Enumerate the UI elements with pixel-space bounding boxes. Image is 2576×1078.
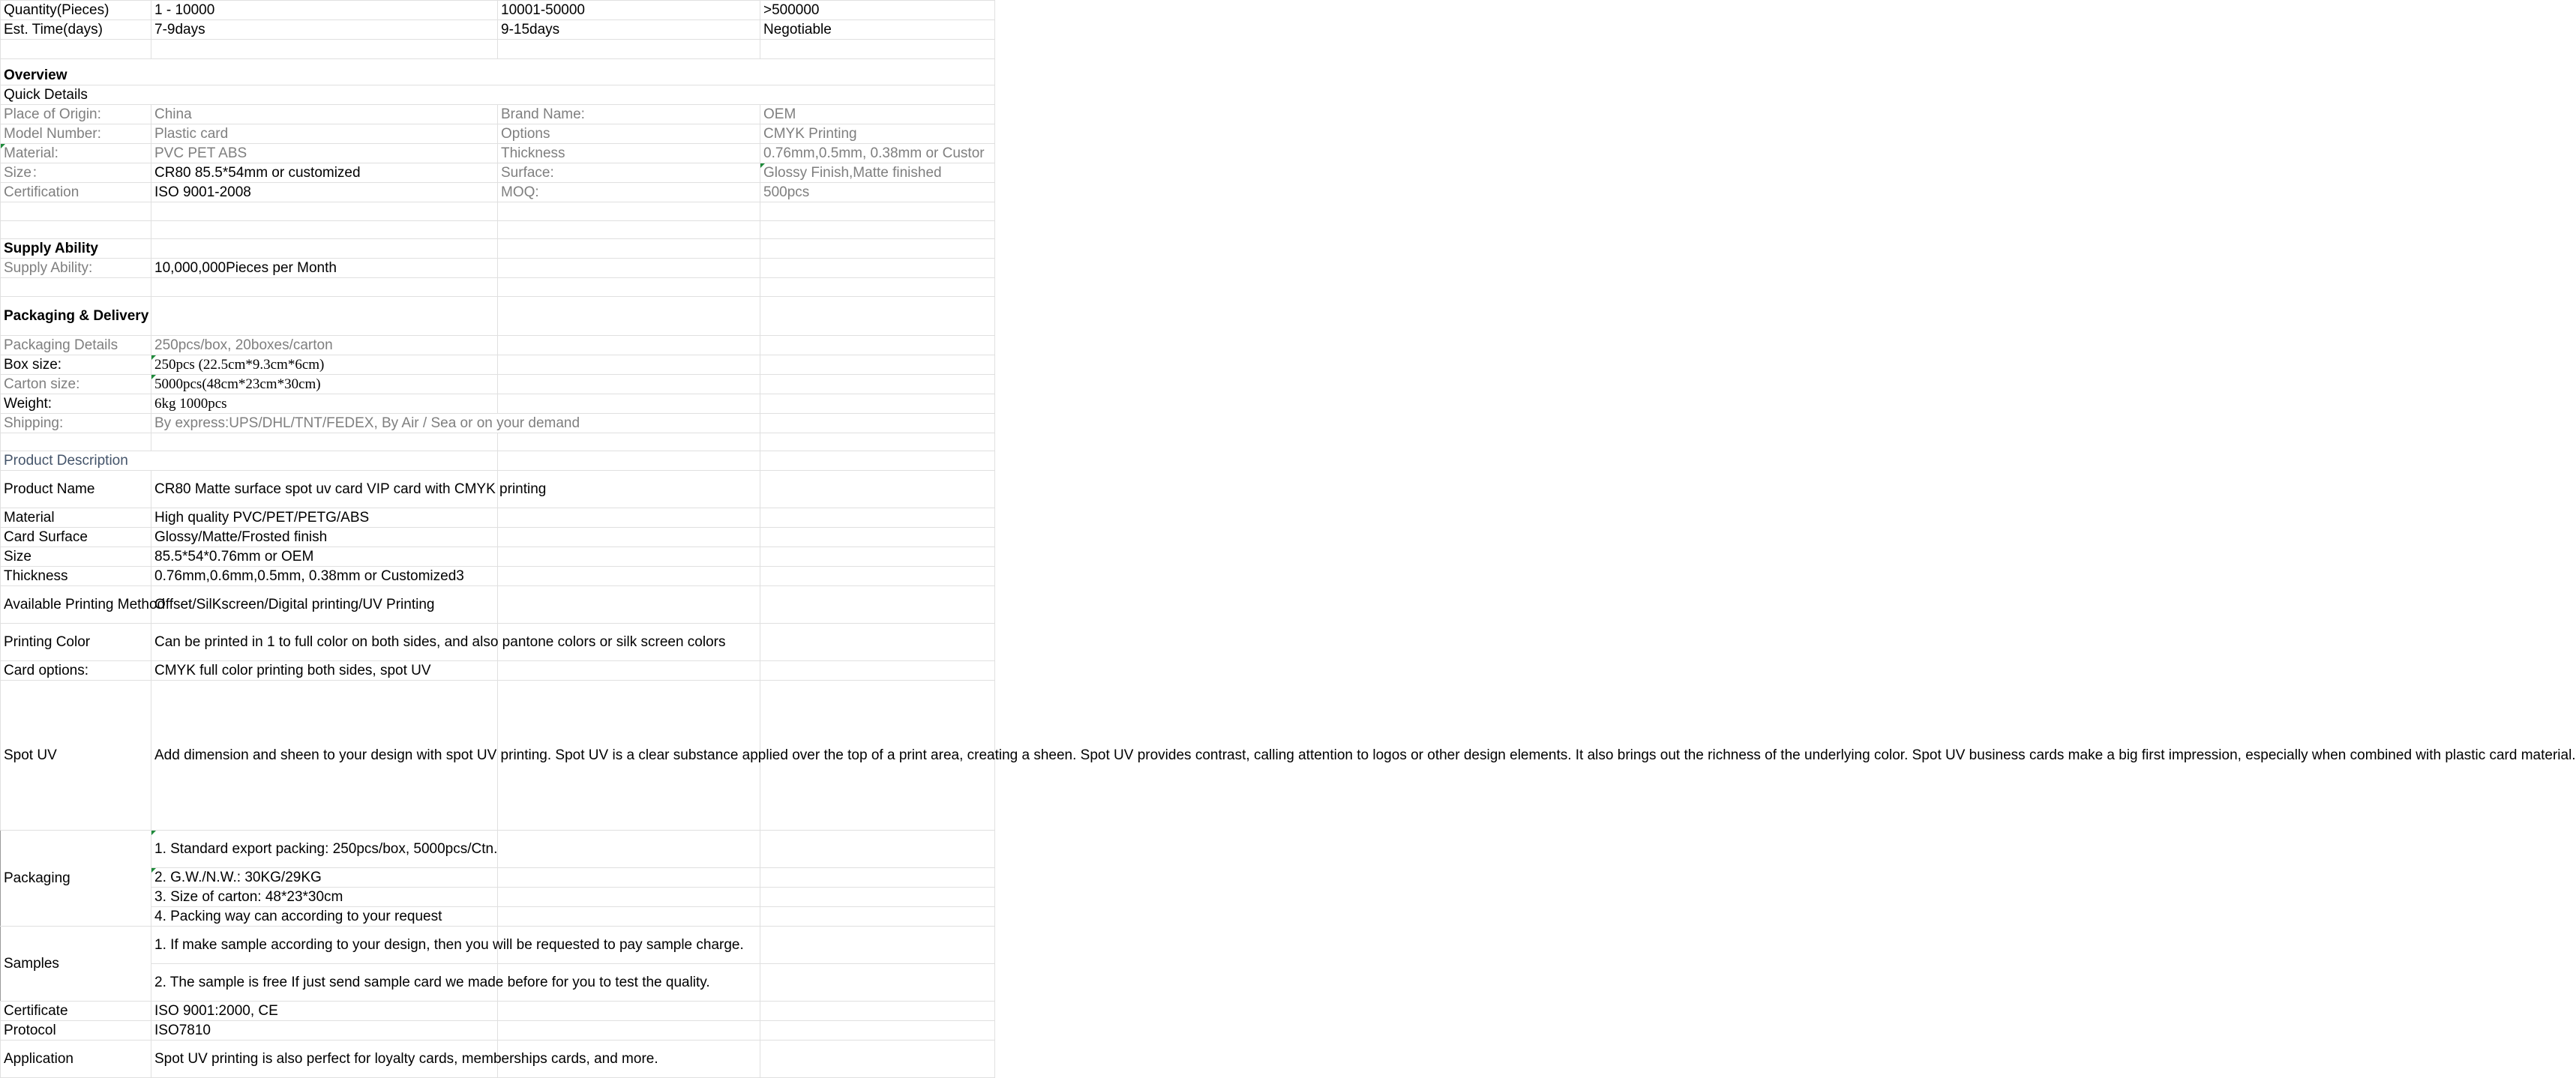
spec-label[interactable]: Product Name xyxy=(1,471,151,508)
detail-value-2[interactable]: CMYK Printing xyxy=(760,124,995,144)
delivery-label[interactable]: Weight: xyxy=(1,394,151,414)
empty-cell[interactable] xyxy=(498,433,760,451)
empty-cell[interactable] xyxy=(760,528,995,547)
empty-cell[interactable] xyxy=(760,888,995,907)
empty-cell[interactable] xyxy=(760,297,995,336)
empty-row xyxy=(1,202,995,221)
detail-label-2[interactable]: MOQ: xyxy=(498,183,760,202)
empty-cell[interactable] xyxy=(1,40,151,59)
quantity-row xyxy=(1,1,995,20)
spec-value[interactable]: CR80 Matte surface spot uv card VIP card with CMYK printing xyxy=(151,471,498,508)
detail-label[interactable]: Model Number: xyxy=(1,124,151,144)
packaging-label[interactable]: Packaging xyxy=(1,831,151,927)
spec-label[interactable]: Size xyxy=(1,547,151,567)
packaging-row xyxy=(1,831,995,868)
quantity-label[interactable]: Quantity(Pieces) xyxy=(1,1,151,20)
empty-cell[interactable] xyxy=(498,888,760,907)
empty-cell[interactable] xyxy=(760,221,995,239)
empty-cell[interactable] xyxy=(760,624,995,661)
empty-row xyxy=(1,221,995,239)
empty-cell[interactable] xyxy=(1,202,151,221)
est-time-tier-2[interactable]: 9-15days xyxy=(498,20,760,40)
spec-value[interactable]: Can be printed in 1 to full color on both sides, and also pantone colors or silk screen colors xyxy=(151,624,498,661)
empty-cell[interactable] xyxy=(760,336,995,355)
empty-cell[interactable] xyxy=(498,547,760,567)
empty-row xyxy=(1,278,995,297)
est-time-tier-3[interactable]: Negotiable xyxy=(760,20,995,40)
spec-label[interactable]: Thickness xyxy=(1,567,151,586)
detail-label[interactable]: Certification xyxy=(1,183,151,202)
empty-cell[interactable] xyxy=(151,297,498,336)
supply-value[interactable]: 10,000,000Pieces per Month xyxy=(151,259,498,278)
empty-cell[interactable] xyxy=(498,40,760,59)
est-time-label[interactable]: Est. Time(days) xyxy=(1,20,151,40)
delivery-value[interactable]: 5000pcs(48cm*23cm*30cm) xyxy=(151,375,498,394)
empty-cell[interactable] xyxy=(498,451,760,471)
delivery-label[interactable]: Box size: xyxy=(1,355,151,375)
delivery-row xyxy=(1,414,995,433)
empty-cell[interactable] xyxy=(760,586,995,624)
empty-cell[interactable] xyxy=(760,567,995,586)
empty-row xyxy=(1,433,995,451)
empty-cell[interactable] xyxy=(760,547,995,567)
description-heading[interactable]: Product Description xyxy=(1,451,498,471)
packaging-item[interactable]: 1. Standard export packing: 250pcs/box, 5000pcs/Ctn. xyxy=(151,831,498,868)
spec-value[interactable]: Glossy/Matte/Frosted finish xyxy=(151,528,498,547)
packaging-delivery-heading-row xyxy=(1,297,995,336)
empty-cell[interactable] xyxy=(760,964,995,1002)
empty-cell[interactable] xyxy=(498,528,760,547)
detail-value[interactable]: PVC PET ABS xyxy=(151,144,498,163)
empty-cell[interactable] xyxy=(498,868,760,888)
empty-cell[interactable] xyxy=(498,202,760,221)
spec-row xyxy=(1,1021,995,1041)
empty-cell[interactable] xyxy=(498,661,760,681)
empty-cell[interactable] xyxy=(760,414,995,433)
empty-cell[interactable] xyxy=(760,868,995,888)
samples-row xyxy=(1,927,995,964)
supply-label[interactable]: Supply Ability: xyxy=(1,259,151,278)
detail-value[interactable]: Plastic card xyxy=(151,124,498,144)
packaging-item[interactable]: 4. Packing way can according to your request xyxy=(151,907,498,927)
quick-details-heading[interactable]: Quick Details xyxy=(1,85,995,105)
quantity-tier-3[interactable]: >500000 xyxy=(760,1,995,20)
empty-cell[interactable] xyxy=(1,433,151,451)
empty-cell[interactable] xyxy=(760,831,995,868)
supply-heading-row xyxy=(1,239,995,259)
empty-cell[interactable] xyxy=(760,202,995,221)
spec-row xyxy=(1,528,995,547)
empty-cell[interactable] xyxy=(498,907,760,927)
spec-value[interactable]: ISO7810 xyxy=(151,1021,498,1041)
spec-value[interactable]: Offset/SilKscreen/Digital printing/UV Printing xyxy=(151,586,498,624)
empty-cell[interactable] xyxy=(760,278,995,297)
packaging-item[interactable]: 2. G.W./N.W.: 30KG/29KG xyxy=(151,868,498,888)
packaging-item[interactable]: 3. Size of carton: 48*23*30cm xyxy=(151,888,498,907)
spec-label[interactable]: Application xyxy=(1,1041,151,1078)
empty-cell[interactable] xyxy=(760,1002,995,1021)
empty-cell[interactable] xyxy=(760,259,995,278)
spec-row xyxy=(1,547,995,567)
samples-item[interactable]: 1. If make sample according to your design, then you will be requested to pay sample charge. xyxy=(151,927,498,964)
detail-value-2[interactable]: 0.76mm,0.5mm, 0.38mm or Custor xyxy=(760,144,995,163)
empty-cell[interactable] xyxy=(760,40,995,59)
delivery-row xyxy=(1,375,995,394)
empty-cell[interactable] xyxy=(498,1002,760,1021)
quick-details-row xyxy=(1,85,995,105)
detail-row xyxy=(1,124,995,144)
spec-row xyxy=(1,471,995,508)
spec-row xyxy=(1,567,995,586)
supply-row xyxy=(1,259,995,278)
overview-heading-row xyxy=(1,59,995,85)
empty-cell[interactable] xyxy=(151,239,498,259)
empty-cell[interactable] xyxy=(760,471,995,508)
spec-value[interactable]: Add dimension and sheen to your design with spot UV printing. Spot UV is a clear substance applied over the top of a print area, creating a sheen. Spot UV provides contrast, calling attention to logos or other design elements. It also brings out the richness of the underlying color. Spot UV business cards make a big first impression, especially when combined with plastic card material. xyxy=(151,681,498,831)
description-heading-row xyxy=(1,451,995,471)
empty-cell[interactable] xyxy=(760,239,995,259)
overview-heading[interactable]: Overview xyxy=(1,59,995,85)
empty-row xyxy=(1,40,995,59)
empty-cell[interactable] xyxy=(1,278,151,297)
spec-value[interactable]: High quality PVC/PET/PETG/ABS xyxy=(151,508,498,528)
detail-value[interactable]: China xyxy=(151,105,498,124)
est-time-tier-1[interactable]: 7-9days xyxy=(151,20,498,40)
detail-row xyxy=(1,163,995,183)
empty-cell[interactable] xyxy=(498,831,760,868)
empty-cell[interactable] xyxy=(498,1021,760,1041)
empty-cell[interactable] xyxy=(760,907,995,927)
spec-row xyxy=(1,1002,995,1021)
quantity-tier-2[interactable]: 10001-50000 xyxy=(498,1,760,20)
empty-cell[interactable] xyxy=(760,433,995,451)
empty-cell[interactable] xyxy=(760,927,995,964)
detail-row xyxy=(1,144,995,163)
spec-label[interactable]: Material xyxy=(1,508,151,528)
detail-label[interactable]: Place of Origin: xyxy=(1,105,151,124)
spec-row xyxy=(1,586,995,624)
detail-label[interactable]: Material: xyxy=(1,144,151,163)
empty-cell[interactable] xyxy=(151,221,498,239)
delivery-row xyxy=(1,394,995,414)
detail-value-2[interactable]: 500pcs xyxy=(760,183,995,202)
detail-row xyxy=(1,183,995,202)
delivery-label[interactable]: Shipping: xyxy=(1,414,151,433)
empty-cell[interactable] xyxy=(1,221,151,239)
spec-row xyxy=(1,661,995,681)
detail-value[interactable]: CR80 85.5*54mm or customized xyxy=(151,163,498,183)
spec-label[interactable]: Available Printing Method xyxy=(1,586,151,624)
spec-value[interactable]: ISO 9001:2000, CE xyxy=(151,1002,498,1021)
empty-cell[interactable] xyxy=(498,567,760,586)
empty-cell[interactable] xyxy=(498,586,760,624)
empty-cell[interactable] xyxy=(498,394,760,414)
empty-cell[interactable] xyxy=(151,40,498,59)
detail-label-2[interactable]: Brand Name: xyxy=(498,105,760,124)
delivery-value[interactable]: 6kg 1000pcs xyxy=(151,394,498,414)
est-time-row xyxy=(1,20,995,40)
empty-cell[interactable] xyxy=(760,375,995,394)
empty-cell[interactable] xyxy=(151,433,498,451)
empty-cell[interactable] xyxy=(760,394,995,414)
delivery-value[interactable]: By express:UPS/DHL/TNT/FEDEX, By Air / Sea or on your demand xyxy=(151,414,760,433)
empty-cell[interactable] xyxy=(760,1021,995,1041)
empty-cell[interactable] xyxy=(760,1041,995,1078)
detail-label-2[interactable]: Options xyxy=(498,124,760,144)
spec-value[interactable]: 0.76mm,0.6mm,0.5mm, 0.38mm or Customized3 xyxy=(151,567,498,586)
samples-label[interactable]: Samples xyxy=(1,927,151,1002)
detail-value-2[interactable]: Glossy Finish,Matte finished xyxy=(760,163,995,183)
empty-cell[interactable] xyxy=(760,355,995,375)
spec-label[interactable]: Card Surface xyxy=(1,528,151,547)
delivery-value[interactable]: 250pcs (22.5cm*9.3cm*6cm) xyxy=(151,355,498,375)
packaging-delivery-heading[interactable]: Packaging & Delivery xyxy=(1,297,151,336)
empty-cell[interactable] xyxy=(760,451,995,471)
empty-cell[interactable] xyxy=(498,297,760,336)
empty-cell[interactable] xyxy=(498,278,760,297)
delivery-row xyxy=(1,336,995,355)
detail-label-2[interactable]: Thickness xyxy=(498,144,760,163)
spec-row xyxy=(1,1041,995,1078)
detail-label[interactable]: Size： xyxy=(1,163,151,183)
delivery-value[interactable]: 250pcs/box, 20boxes/carton xyxy=(151,336,498,355)
empty-cell[interactable] xyxy=(498,508,760,528)
empty-cell[interactable] xyxy=(498,239,760,259)
delivery-label[interactable]: Carton size: xyxy=(1,375,151,394)
spec-label[interactable]: Card options: xyxy=(1,661,151,681)
empty-cell[interactable] xyxy=(498,336,760,355)
spec-label[interactable]: Spot UV xyxy=(1,681,151,831)
supply-heading[interactable]: Supply Ability xyxy=(1,239,151,259)
samples-item[interactable]: 2. The sample is free If just send sample card we made before for you to test the quality. xyxy=(151,964,498,1002)
empty-cell[interactable] xyxy=(760,508,995,528)
spec-value[interactable]: Spot UV printing is also perfect for loyalty cards, memberships cards, and more. xyxy=(151,1041,498,1078)
empty-cell[interactable] xyxy=(151,202,498,221)
empty-cell[interactable] xyxy=(498,355,760,375)
detail-row xyxy=(1,105,995,124)
detail-label-2[interactable]: Surface: xyxy=(498,163,760,183)
detail-value-2[interactable]: OEM xyxy=(760,105,995,124)
delivery-label[interactable]: Packaging Details xyxy=(1,336,151,355)
spec-row xyxy=(1,681,995,831)
empty-cell[interactable] xyxy=(498,259,760,278)
spec-label[interactable]: Printing Color xyxy=(1,624,151,661)
empty-cell[interactable] xyxy=(498,375,760,394)
spec-row xyxy=(1,624,995,661)
empty-cell[interactable] xyxy=(151,278,498,297)
spec-value[interactable]: 85.5*54*0.76mm or OEM xyxy=(151,547,498,567)
empty-cell[interactable] xyxy=(760,661,995,681)
spec-label[interactable]: Certificate xyxy=(1,1002,151,1021)
empty-cell[interactable] xyxy=(498,221,760,239)
delivery-row xyxy=(1,355,995,375)
spec-label[interactable]: Protocol xyxy=(1,1021,151,1041)
quantity-tier-1[interactable]: 1 - 10000 xyxy=(151,1,498,20)
detail-value[interactable]: ISO 9001-2008 xyxy=(151,183,498,202)
spec-row xyxy=(1,508,995,528)
spec-value[interactable]: CMYK full color printing both sides, spot UV xyxy=(151,661,498,681)
